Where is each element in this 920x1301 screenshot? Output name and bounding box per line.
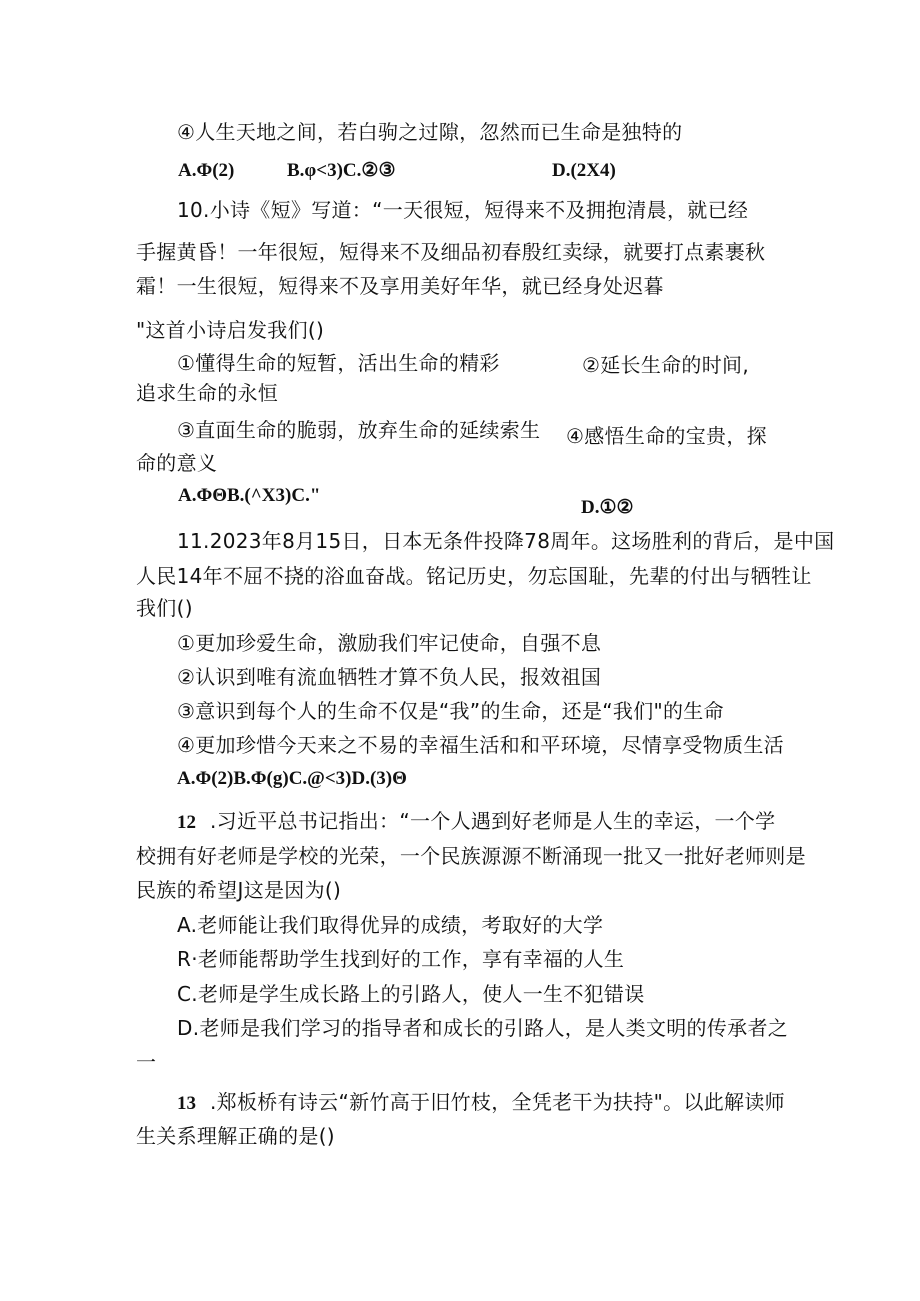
q10-item-2-continued: 追求生命的永恒 xyxy=(136,381,279,405)
q11-stem-line-2: 人民14年不屈不挠的浴血奋战。铭记历史，勿忘国耻，先辈的付出与牺牲让 xyxy=(136,564,812,588)
q12-option-d: D.老师是我们学习的指导者和成长的引路人，是人类文明的传承者之 xyxy=(177,1016,789,1040)
q12-option-d-continued: 一 xyxy=(136,1050,157,1074)
q10-options-abc: A.ΦΘB.(^X3)C." xyxy=(178,485,321,506)
q10-item-1: ①懂得生命的短暂，活出生命的精彩 xyxy=(177,351,500,375)
q11-stem-line-3: 我们() xyxy=(136,596,193,620)
q11-options: A.Φ(2)B.Φ(g)C.@<3)D.(3)Θ xyxy=(177,768,407,789)
q12-option-a: A.老师能让我们取得优异的成绩，考取好的大学 xyxy=(177,913,604,937)
q12-option-c: C.老师是学生成长路上的引路人，使人一生不犯错误 xyxy=(177,982,645,1006)
q12-stem-line-2: 校拥有好老师是学校的光荣，一个民族源源不断涌现一批又一批好老师则是 xyxy=(136,844,806,868)
q13-stem-line-1: .郑板桥有诗云“新竹高于旧竹枝，全凭老干为扶持"。以此解读师 xyxy=(210,1090,785,1114)
q10-item-4-continued: 命的意义 xyxy=(136,451,218,475)
q13-number: 13 xyxy=(177,1093,196,1114)
q9-option-a: A.Φ(2) xyxy=(178,160,235,181)
q10-option-d: D.①② xyxy=(581,497,634,518)
q11-stem-line-1: 11.2023年8月15日，日本无条件投降78周年。这场胜利的背后，是中国 xyxy=(177,529,835,553)
q12-stem-line-1: .习近平总书记指出：“一个人遇到好老师是人生的幸运，一个学 xyxy=(210,809,776,833)
q9-option-bc: B.φ<3)C.②③ xyxy=(287,160,396,181)
q11-item-2: ②认识到唯有流血牺牲才算不负人民，报效祖国 xyxy=(177,665,602,689)
q12-option-b: R·老师能帮助学生找到好的工作，享有幸福的人生 xyxy=(177,947,625,971)
q13-stem-line-2: 生关系理解正确的是() xyxy=(136,1124,335,1148)
q10-item-2: ②延长生命的时间, xyxy=(582,353,749,377)
q10-stem-line-1: 10.小诗《短》写道：“一天很短，短得来不及拥抱清晨，就已经 xyxy=(177,198,749,222)
q11-item-4: ④更加珍惜今天来之不易的幸福生活和和平环境，尽情享受物质生活 xyxy=(177,733,784,757)
q9-option-d: D.(2X4) xyxy=(552,160,616,181)
q10-stem-line-4: "这首小诗启发我们() xyxy=(136,318,325,342)
q11-item-3: ③意识到每个人的生命不仅是“我”的生命，还是“我们"的生命 xyxy=(177,699,724,723)
q12-number: 12 xyxy=(177,812,196,833)
q10-item-4: ④感悟生命的宝贵，探 xyxy=(566,424,767,448)
q10-stem-line-2: 手握黄昏！一年很短，短得来不及细品初春殷红卖绿，就要打点素裹秋 xyxy=(136,240,766,264)
q10-stem-line-3: 霜！一生很短，短得来不及享用美好年华，就已经身处迟暮 xyxy=(136,274,664,298)
q11-item-1: ①更加珍爱生命，激励我们牢记使命，自强不息 xyxy=(177,631,602,655)
q9-item-4: ④人生天地之间，若白驹之过隙，忽然而已生命是独特的 xyxy=(177,120,683,144)
q12-stem-line-3: 民族的希望J这是因为() xyxy=(136,878,342,902)
q10-item-3: ③直面生命的脆弱，放弃生命的延续索生 xyxy=(177,418,541,442)
